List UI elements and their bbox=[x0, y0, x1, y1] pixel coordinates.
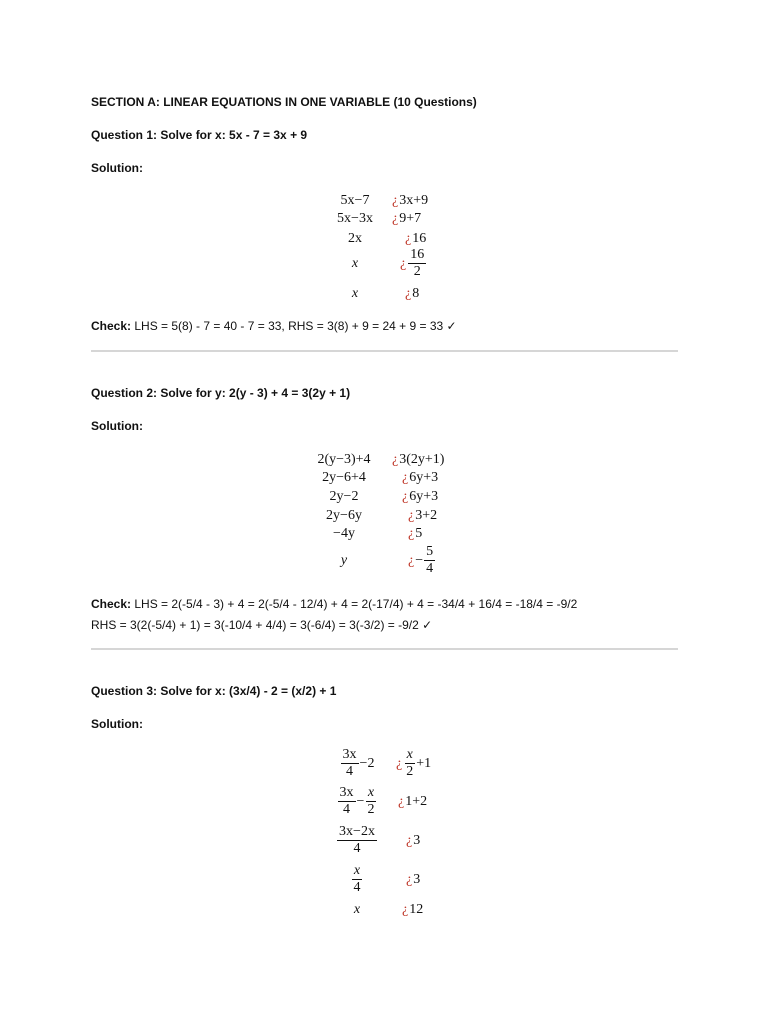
step-lhs: y bbox=[340, 553, 348, 568]
step-lhs: 5x−7 bbox=[340, 193, 370, 208]
step-rhs: 3 bbox=[413, 872, 421, 887]
minus-sign: − bbox=[415, 553, 424, 568]
equals-mark: ¿ bbox=[392, 193, 399, 208]
fraction bbox=[341, 747, 359, 780]
question-3-title: Question 3: Solve for x: (3x/4) - 2 = (x/2) + 1 bbox=[91, 684, 337, 698]
fraction-numerator: x bbox=[353, 863, 361, 878]
step-rhs-suffix: +1 bbox=[416, 756, 432, 771]
equals-mark: ¿ bbox=[405, 231, 412, 246]
question-1-check bbox=[91, 316, 457, 337]
step-row bbox=[330, 210, 421, 227]
step-rhs: 12 bbox=[409, 902, 424, 917]
divider bbox=[91, 350, 678, 352]
step-lhs: x bbox=[351, 286, 359, 301]
question-1-equation-block bbox=[330, 190, 460, 305]
check-label: Check: bbox=[91, 597, 132, 611]
step-rhs: 3 bbox=[413, 833, 421, 848]
equals-mark: ¿ bbox=[402, 902, 409, 917]
step-lhs: 2(y−3)+4 bbox=[317, 452, 371, 467]
fraction-denominator: 4 bbox=[353, 841, 361, 856]
fraction bbox=[352, 863, 363, 896]
step-lhs-suffix: −2 bbox=[359, 756, 375, 771]
question-1-solution-label: Solution: bbox=[91, 161, 143, 175]
step-row bbox=[330, 247, 427, 280]
fraction-numerator: 5 bbox=[426, 544, 434, 559]
step-rhs: 3+2 bbox=[415, 508, 438, 523]
check-text: LHS = 2(-5/4 - 3) + 4 = 2(-5/4 - 12/4) + 4 = 2(-17/4) + 4 = -34/4 + 16/4 = -18/4 = -9/2 bbox=[131, 597, 578, 611]
question-2-title: Question 2: Solve for y: 2(y - 3) + 4 = 3(2y + 1) bbox=[91, 386, 351, 400]
fraction bbox=[424, 544, 435, 577]
fraction bbox=[408, 247, 426, 280]
fraction-numerator: 3x−2x bbox=[339, 824, 375, 839]
step-lhs: 2x bbox=[348, 231, 362, 246]
equals-mark: ¿ bbox=[408, 526, 415, 541]
step-lhs: x bbox=[353, 902, 361, 917]
fraction-denominator: 2 bbox=[413, 264, 421, 279]
question-2-check bbox=[91, 594, 577, 636]
step-row bbox=[308, 525, 422, 542]
equals-mark: ¿ bbox=[402, 470, 409, 485]
fraction bbox=[404, 747, 415, 780]
step-lhs: 5x−3x bbox=[337, 211, 373, 226]
step-rhs: 1+2 bbox=[405, 794, 428, 809]
step-rhs: 8 bbox=[412, 286, 420, 301]
step-lhs: x bbox=[351, 256, 359, 271]
equals-mark: ¿ bbox=[406, 872, 413, 887]
equals-mark: ¿ bbox=[402, 489, 409, 504]
equals-mark: ¿ bbox=[408, 553, 415, 568]
step-row bbox=[308, 451, 444, 468]
fraction-numerator: x bbox=[367, 785, 375, 800]
step-row bbox=[330, 785, 427, 818]
question-2-solution-label: Solution: bbox=[91, 419, 143, 433]
step-lhs: −4y bbox=[333, 526, 355, 541]
question-3-equation-block bbox=[330, 745, 470, 925]
step-lhs: 2y−6y bbox=[326, 508, 362, 523]
question-1-title: Question 1: Solve for x: 5x - 7 = 3x + 9 bbox=[91, 128, 308, 142]
step-row bbox=[330, 901, 423, 918]
equals-mark: ¿ bbox=[392, 452, 399, 467]
step-lhs-minus: − bbox=[356, 794, 365, 809]
check-text: LHS = 5(8) - 7 = 40 - 7 = 33, RHS = 3(8) + 9 = 24 + 9 = 33 ✓ bbox=[131, 319, 457, 333]
fraction-denominator: 4 bbox=[346, 764, 354, 779]
fraction-numerator: x bbox=[406, 747, 413, 762]
fraction bbox=[338, 785, 356, 818]
step-lhs: 2y−2 bbox=[329, 489, 359, 504]
step-row bbox=[330, 824, 420, 857]
equals-mark: ¿ bbox=[398, 794, 405, 809]
fraction bbox=[365, 785, 376, 818]
step-rhs: 3(2y+1) bbox=[399, 452, 445, 467]
fraction-numerator: 3x bbox=[339, 785, 354, 800]
equals-mark: ¿ bbox=[396, 756, 403, 771]
section-title: SECTION A: LINEAR EQUATIONS IN ONE VARIABLE (10 Questions) bbox=[91, 95, 477, 109]
equals-mark: ¿ bbox=[400, 256, 407, 271]
fraction-denominator: 2 bbox=[406, 764, 414, 779]
step-row bbox=[330, 230, 426, 247]
step-rhs: 6y+3 bbox=[409, 489, 439, 504]
step-rhs: 3x+9 bbox=[399, 193, 429, 208]
step-row bbox=[308, 544, 436, 577]
fraction-numerator: 3x bbox=[342, 747, 357, 762]
fraction-denominator: 4 bbox=[353, 880, 361, 895]
step-row bbox=[308, 488, 438, 505]
step-row bbox=[330, 192, 428, 209]
question-3-solution-label: Solution: bbox=[91, 717, 143, 731]
check-text-rhs: RHS = 3(2(-5/4) + 1) = 3(-10/4 + 4/4) = 3(-6/4) = 3(-3/2) = -9/2 ✓ bbox=[91, 618, 433, 632]
fraction-denominator: 4 bbox=[426, 561, 434, 576]
divider bbox=[91, 648, 678, 650]
step-rhs: 9+7 bbox=[399, 211, 422, 226]
question-2-equation-block bbox=[308, 449, 468, 579]
step-row bbox=[330, 863, 420, 896]
equals-mark: ¿ bbox=[405, 286, 412, 301]
step-row bbox=[330, 285, 419, 302]
step-rhs: 6y+3 bbox=[409, 470, 439, 485]
step-row bbox=[308, 507, 437, 524]
check-label: Check: bbox=[91, 319, 132, 333]
fraction-denominator: 2 bbox=[367, 802, 375, 817]
fraction-denominator: 4 bbox=[343, 802, 351, 817]
fraction bbox=[337, 824, 377, 857]
step-rhs: 5 bbox=[415, 526, 423, 541]
step-lhs: 2y−6+4 bbox=[322, 470, 366, 485]
step-row bbox=[330, 747, 431, 780]
equals-mark: ¿ bbox=[406, 833, 413, 848]
step-row bbox=[308, 469, 438, 486]
equals-mark: ¿ bbox=[392, 211, 399, 226]
step-rhs: 16 bbox=[412, 231, 427, 246]
equals-mark: ¿ bbox=[408, 508, 415, 523]
fraction-numerator: 16 bbox=[410, 247, 425, 262]
